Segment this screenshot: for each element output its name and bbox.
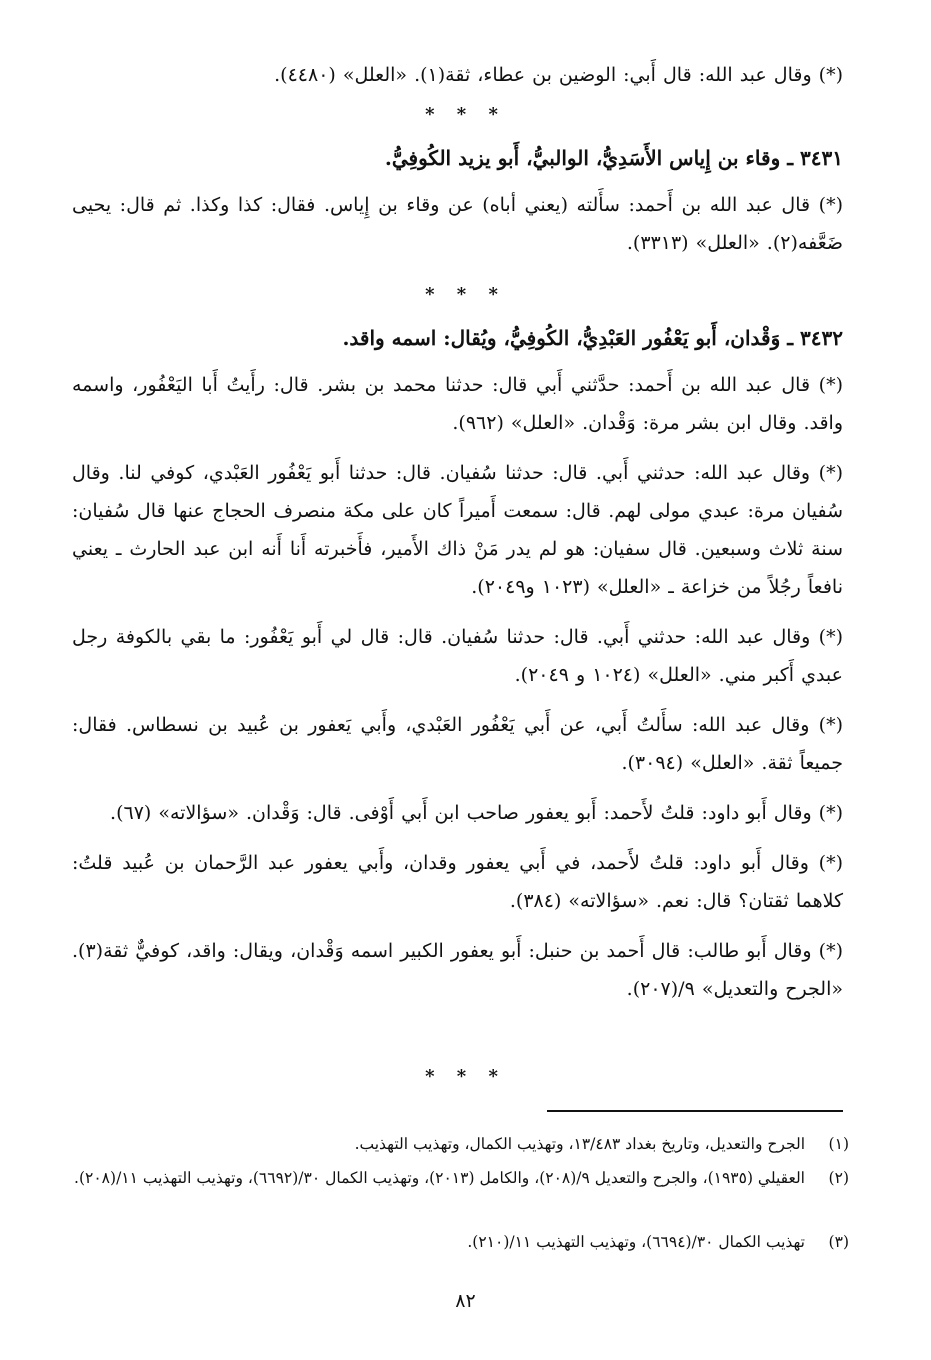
entry-heading-3431: ٣٤٣١ ـ وقاء بن إِياس الأَسَدِيُّ، الوالبيُّ، أَبو يزيد الكُوفِيُّ. (384, 146, 843, 170)
paragraph-3432-4: (*) وقال عبد الله: سأَلتُ أَبي، عن أَبي يَعْفُور العَبْدي، وأَبي يَعفور بن عُبيد بن نسطاس. فقال: جميعاً ثقة. «العلل» (٣٠٩٤). (72, 714, 843, 774)
entry-3431 (72, 140, 843, 262)
paragraph-3432-6: (*) وقال أَبو داود: قلتُ لأَحمد، في أَبي يعفور وقدان، وأَبي يعفور عبد الرَّحمان بن عُبيد قلتُ: كلاهما ثقتان؟ قال: نعم. «سؤالاته» (٣٨٤). (72, 852, 843, 912)
separator-3: * * * (425, 1066, 506, 1087)
separator-2: * * * (425, 284, 506, 305)
page-number: ٨٢ (455, 1290, 476, 1312)
footnote-text: الجرح والتعديل، وتاريخ بغداد ١٣/٤٨٣، وتهذيب الكمال، وتهذيب التهذيب. (354, 1135, 805, 1153)
paragraph-3432-2: (*) وقال عبد الله: حدثني أَبي. قال: حدثنا سُفيان. قال: حدثنا أَبو يَعْفُور العَبْدي، كوفي لنا. وقال سُفيان مرة: عبدي مولى لهم. قال: سمعت أَميراً كان على مكة منصرف الحجاج عنها قال سُفيان: سنة ثلاث وسبعين. قال سفيان: هو لم يدر مَنْ ذاك الأَمير، فأَخبرته أَنا أَنه ابن عبد الحارث ـ يعني نافعاً رجُلاً من خزاعة ـ «العلل» (١٠٢٣ و٢٠٤٩). (72, 462, 844, 598)
top-line (72, 56, 843, 94)
footnote-3 (72, 1226, 849, 1258)
footnote-rule (547, 1110, 843, 1112)
paragraph-3431: (*) قال عبد الله بن أَحمد: سأَلته (يعني أباه) عن وقاء بن إِياس. فقال: كذا وكذا. ثم قال: يحيى ضَعَّفه(٢). «العلل» (٣٣١٣). (72, 194, 843, 254)
footnote-number: (١) (828, 1135, 849, 1153)
separator-1: * * * (425, 104, 506, 125)
footnote-text: تهذيب الكمال ٣٠/(٦٦٩٤)، وتهذيب التهذيب ١١/(٢١٠). (467, 1233, 805, 1251)
entry-heading-3432: ٣٤٣٢ ـ وَقْدان، أَبو يَعْفُور العَبْدِيُّ، الكُوفِيُّ، ويُقال: اسمه واقد. (342, 326, 843, 350)
footnote-number: (٣) (828, 1233, 849, 1251)
paragraph-3432-5: (*) وقال أَبو داود: قلتُ لأَحمد: أَبو يعفور صاحب ابن أَبي أَوْفى. قال: وَقْدان. «سؤالاته» (٦٧). (110, 802, 843, 824)
paragraph-3432-7: (*) وقال أَبو طالب: قال أَحمد بن حنبل: أَبو يعفور الكبير اسمه وَقْدان، ويقال: واقد، كوفيٌّ ثقة(٣). «الجرح والتعديل» ٩/(٢٠٧). (72, 940, 843, 1000)
footnote-number: (٢) (828, 1169, 849, 1187)
footnote-1 (72, 1128, 849, 1160)
paragraph-wadin: (*) وقال عبد الله: قال أَبي: الوضين بن عطاء، ثقة(١). «العلل» (٤٤٨٠). (274, 64, 843, 86)
footnote-2 (72, 1162, 849, 1194)
entry-3432 (72, 320, 843, 1008)
footnote-text: العقيلي (١٩٣٥)، والجرح والتعديل ٩/(٢٠٨)، والكامل (٢٠١٣)، وتهذيب الكمال ٣٠/(٦٦٩٢)، وتهذيب التهذيب ١١/(٢٠٨). (74, 1169, 805, 1187)
paragraph-3432-1: (*) قال عبد الله بن أَحمد: حدَّثني أَبي قال: حدثنا محمد بن بشر. قال: رأَيتُ أَبا اليَعْفُور، واسمه واقد. وقال ابن بشر مرة: وَقْدان. «العلل» (٩٦٢). (72, 374, 843, 434)
paragraph-3432-3: (*) وقال عبد الله: حدثني أَبي. قال: حدثنا سُفيان. قال: قال لي أَبو يَعْفُور: ما بقي بالكوفة رجل عبدي أَكبر مني. «العلل» (١٠٢٤ و ٢٠٤٩). (72, 626, 843, 686)
